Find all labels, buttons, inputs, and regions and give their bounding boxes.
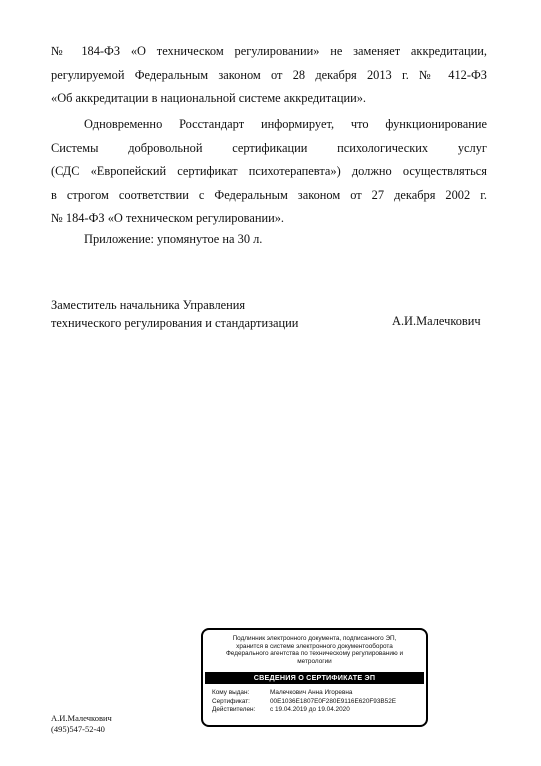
signer-name: А.И.Малечкович: [392, 314, 481, 328]
stamp-valid-label: Действителен:: [212, 706, 256, 714]
stamp-header-line: хранится в системе электронного документооборота: [236, 642, 393, 650]
paragraph-line: № 184-ФЗ «О техническом регулировании» не заменяет аккредитации,: [51, 44, 487, 58]
stamp-issued-to-label: Кому выдан:: [212, 689, 250, 696]
signer-position-line: технического регулирования и стандартизации: [51, 316, 299, 330]
signer-position-line: Заместитель начальника Управления: [51, 298, 246, 312]
executor-info: [51, 713, 112, 735]
paragraph-line: № 184-ФЗ «О техническом регулировании».: [51, 211, 285, 225]
executor-phone: (495)547-52-40: [51, 724, 105, 734]
stamp-header-line: Федерального агентства по техническому регулированию и: [225, 650, 404, 658]
electronic-signature-stamp: [201, 628, 428, 727]
paragraph-line: в строгом соответствии с Федеральным законом от 27 декабря 2002 г.: [51, 187, 487, 202]
stamp-issued-to-value: Малечкович Анна Игоревна: [270, 689, 353, 696]
stamp-header-line: метрологии: [297, 657, 332, 665]
paragraph-line: Одновременно Росстандарт информирует, что функционирование: [84, 117, 487, 131]
stamp-details: [212, 689, 396, 715]
paragraph-line: (СДС «Европейский сертификат психотерапевта») должно осуществляться: [51, 164, 487, 178]
paragraph-law-accreditation: [51, 40, 487, 111]
stamp-issued-to-row: [212, 689, 396, 698]
stamp-title: СВЕДЕНИЯ О СЕРТИФИКАТЕ ЭП: [205, 672, 424, 684]
executor-name: А.И.Малечкович: [51, 713, 112, 723]
paragraph-line: Системы добровольной сертификации психологических услуг: [51, 140, 487, 155]
appendix-note: Приложение: упомянутое на 30 л.: [84, 232, 263, 246]
stamp-valid-row: [212, 706, 396, 715]
stamp-certificate-row: [212, 698, 396, 707]
paragraph-line: «Об аккредитации в национальной системе аккредитации».: [51, 91, 367, 105]
stamp-header-line: Подлинник электронного документа, подписанного ЭП,: [232, 635, 397, 642]
paragraph-line: регулируемой Федеральным законом от 28 декабря 2013 г. № 412-ФЗ: [51, 67, 487, 82]
paragraph-rosstandart-info: [51, 113, 487, 231]
stamp-certificate-value: 00E1036E1807E0F280E9116E620F93B52E: [270, 697, 397, 705]
stamp-header: [211, 635, 418, 665]
signer-position: [51, 296, 298, 332]
stamp-certificate-label: Сертификат:: [212, 697, 250, 705]
stamp-valid-value: с 19.04.2019 до 19.04.2020: [270, 706, 350, 714]
